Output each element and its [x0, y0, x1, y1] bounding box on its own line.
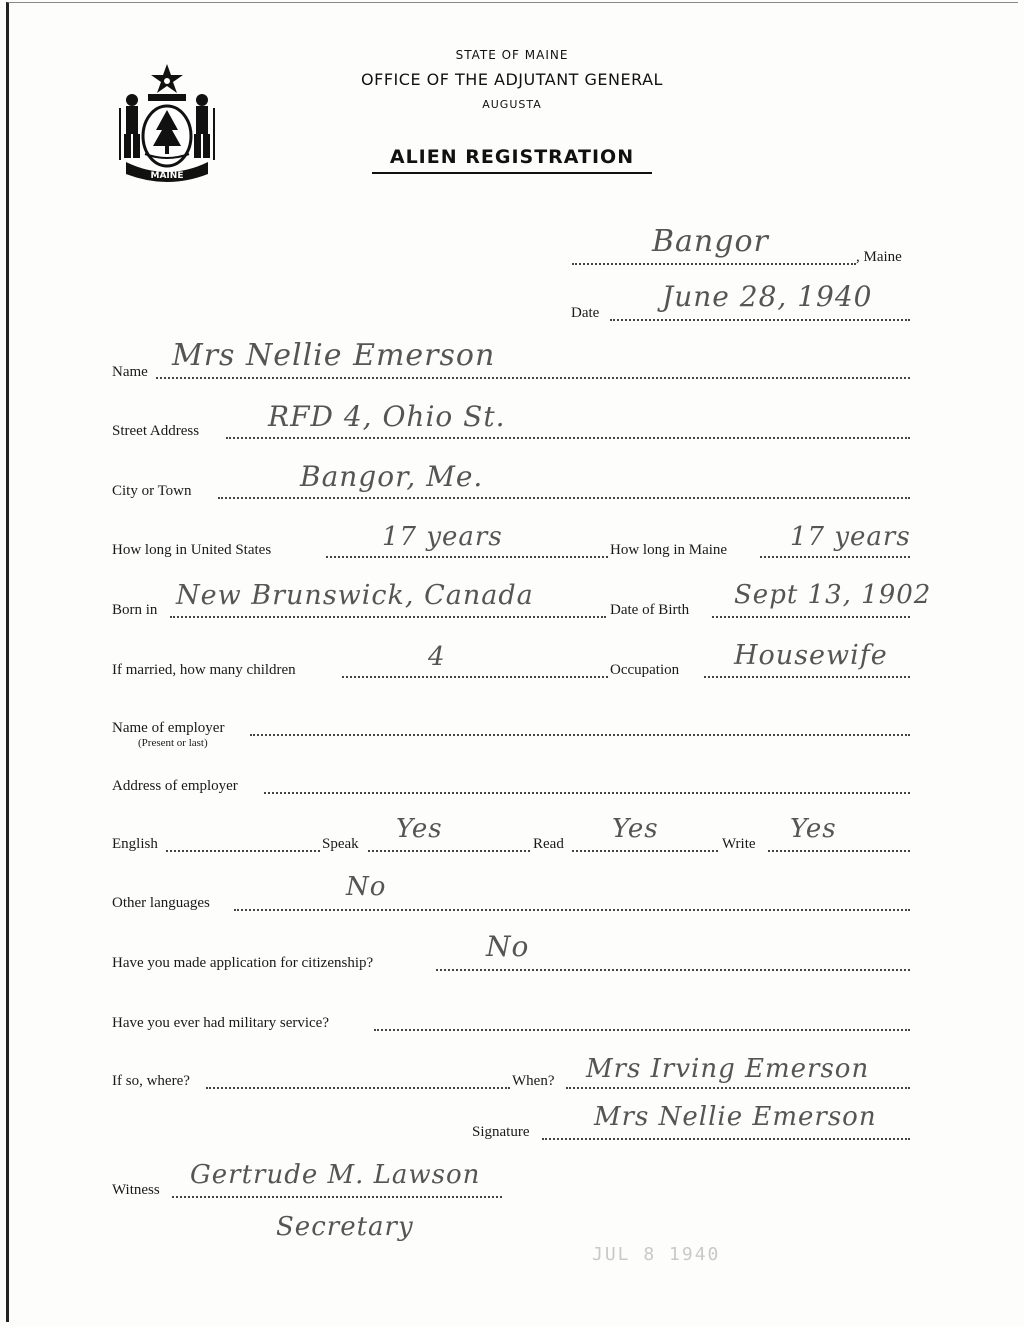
- us-years-value: 17 years: [382, 522, 503, 552]
- other-languages-value: No: [346, 872, 387, 902]
- occupation-value: Housewife: [734, 640, 888, 671]
- town-line: [572, 263, 856, 265]
- children-label: If married, how many children: [112, 662, 296, 678]
- name-label: Name: [112, 364, 148, 380]
- born-in-label: Born in: [112, 602, 158, 618]
- other-languages-line: [234, 909, 910, 911]
- us-years-line: [326, 556, 608, 558]
- write-line: [768, 850, 910, 852]
- signature-line: [542, 1138, 910, 1140]
- born-in-value: New Brunswick, Canada: [176, 580, 534, 611]
- citizenship-line: [436, 969, 910, 971]
- date-line: [610, 319, 910, 321]
- witness-line: [172, 1196, 502, 1198]
- employer-label: Name of employer: [112, 720, 225, 736]
- when-line: [566, 1087, 910, 1089]
- street-line: [226, 437, 910, 439]
- where-label: If so, where?: [112, 1073, 190, 1089]
- maine-years-line: [760, 556, 910, 558]
- children-line: [342, 676, 608, 678]
- write-label: Write: [722, 836, 756, 852]
- name-value: Mrs Nellie Emerson: [172, 338, 496, 373]
- title-underline: [372, 172, 652, 174]
- date-value: June 28, 1940: [662, 280, 873, 313]
- dob-value: Sept 13, 1902: [734, 580, 932, 610]
- header-state: STATE OF MAINE: [455, 48, 569, 62]
- read-line: [572, 850, 718, 852]
- where-line: [206, 1087, 510, 1089]
- received-stamp: JUL 8 1940: [592, 1244, 721, 1265]
- maine-years-value: 17 years: [790, 522, 911, 552]
- dob-line: [712, 616, 910, 618]
- form-title: ALIEN REGISTRATION: [389, 146, 635, 168]
- citizenship-label: Have you made application for citizenship?: [112, 955, 374, 971]
- employer-address-label: Address of employer: [112, 778, 238, 794]
- town-suffix-label: , Maine: [856, 249, 902, 265]
- maine-years-label: How long in Maine: [610, 542, 728, 558]
- citizenship-value: No: [486, 930, 530, 963]
- children-value: 4: [428, 642, 446, 672]
- header-office: OFFICE OF THE ADJUTANT GENERAL: [361, 70, 663, 89]
- write-value: Yes: [790, 814, 837, 844]
- when-value: Mrs Irving Emerson: [586, 1054, 870, 1084]
- employer-address-line: [264, 792, 910, 794]
- employer-line: [250, 734, 910, 736]
- military-line: [374, 1029, 910, 1031]
- town-value: Bangor: [652, 224, 769, 259]
- city-value: Bangor, Me.: [300, 460, 484, 493]
- signature-value: Mrs Nellie Emerson: [594, 1102, 877, 1132]
- street-value: RFD 4, Ohio St.: [268, 400, 506, 433]
- date-label: Date: [571, 305, 600, 321]
- read-label: Read: [533, 836, 564, 852]
- born-in-line: [170, 616, 606, 618]
- speak-line: [368, 850, 530, 852]
- english-line: [166, 850, 320, 852]
- seal-motto: MAINE: [150, 171, 184, 181]
- occupation-label: Occupation: [610, 662, 680, 678]
- speak-label: Speak: [322, 836, 359, 852]
- employer-sublabel: (Present or last): [138, 737, 208, 749]
- street-label: Street Address: [112, 423, 200, 439]
- speak-value: Yes: [396, 814, 443, 844]
- english-label: English: [112, 836, 158, 852]
- city-line: [218, 497, 910, 499]
- city-label: City or Town: [112, 483, 192, 499]
- other-languages-label: Other languages: [112, 895, 210, 911]
- witness-value: Gertrude M. Lawson: [190, 1160, 481, 1190]
- witness-label: Witness: [112, 1182, 160, 1198]
- read-value: Yes: [612, 814, 659, 844]
- witness-title: Secretary: [276, 1212, 414, 1242]
- occupation-line: [704, 676, 910, 678]
- us-years-label: How long in United States: [112, 542, 272, 558]
- header-city: AUGUSTA: [482, 98, 542, 111]
- name-line: [156, 377, 910, 379]
- military-label: Have you ever had military service?: [112, 1015, 329, 1031]
- signature-label: Signature: [472, 1124, 530, 1140]
- when-label: When?: [512, 1073, 555, 1089]
- dob-label: Date of Birth: [610, 602, 690, 618]
